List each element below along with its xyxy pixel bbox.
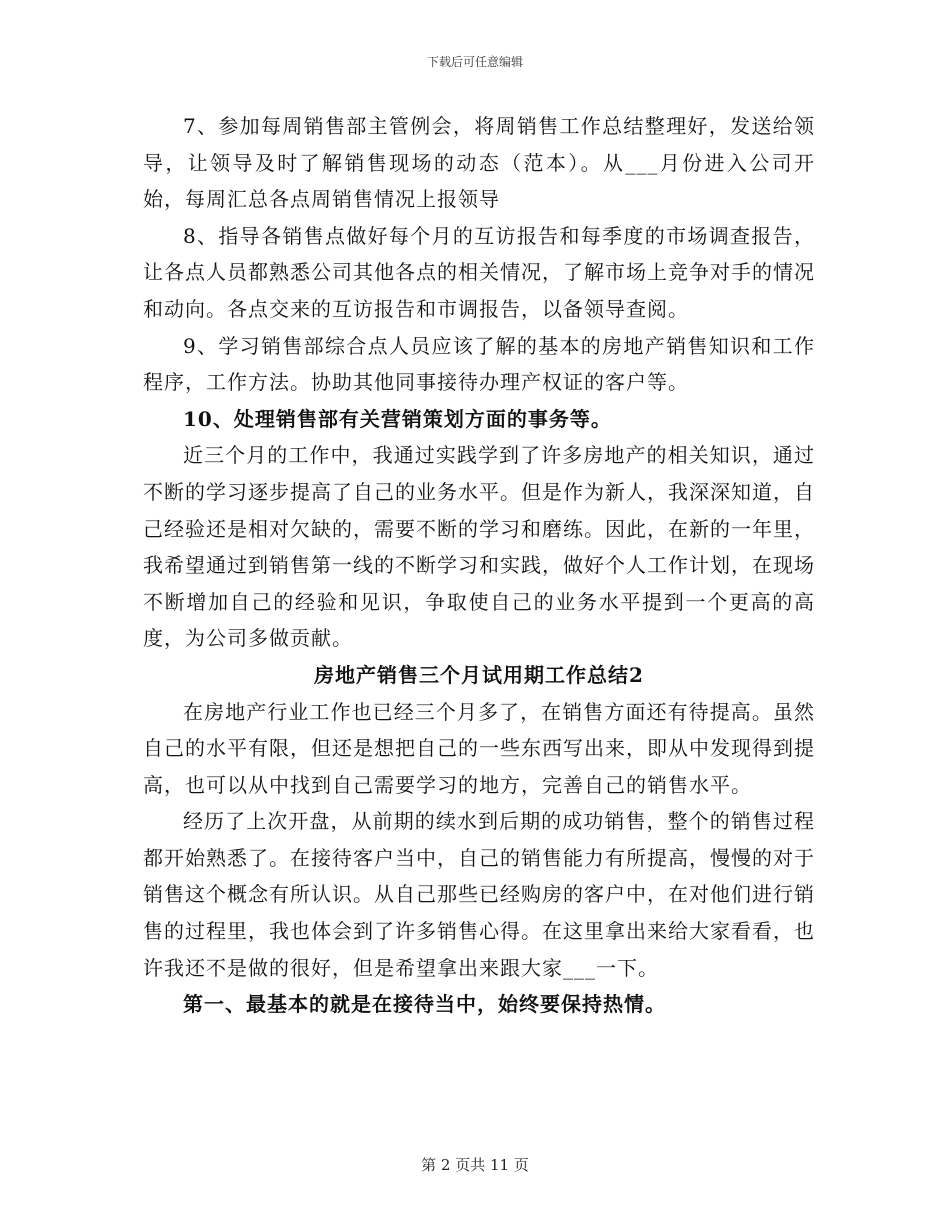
paragraph-first-point: 第一、最基本的就是在接待当中，始终要保持热情。 bbox=[183, 992, 666, 1017]
document-body bbox=[143, 108, 815, 1023]
paragraph-item-10: 10、处理销售部有关营销策划方面的事务等。 bbox=[183, 406, 612, 431]
paragraph-experience: 经历了上次开盘，从前期的续水到后期的成功销售，整个的销售过程都开始熟悉了。在接待客户当中，自己的销售能力有所提高，慢慢的对于销售这个概念有所认识。从自己那些已经购房的客户中，在对他们进行销售的过程里，我也体会到了许多销售心得。在这里拿出来给大家看看，也许我还不是做的很好，但是希望拿出来跟大家___一下。 bbox=[143, 809, 815, 980]
paragraph-summary: 近三个月的工作中，我通过实践学到了许多房地产的相关知识，通过不断的学习逐步提高了自己的业务水平。但是作为新人，我深深知道，自己经验还是相对欠缺的，需要不断的学习和磨练。因此，在新的一年里，我希望通过到销售第一线的不断学习和实践，做好个人工作计划，在现场不断增加自己的经验和见识，争取使自己的业务水平提到一个更高的高度，为公司多做贡献。 bbox=[143, 443, 815, 651]
paragraph-intro: 在房地产行业工作也已经三个月多了，在销售方面还有待提高。虽然自己的水平有限，但还是想把自己的一些东西写出来，即从中发现得到提高，也可以从中找到自己需要学习的地方，完善自己的销售水平。 bbox=[143, 699, 815, 797]
paragraph-item-8: 8、指导各销售点做好每个月的互访报告和每季度的市场调查报告，让各点人员都熟悉公司其他各点的相关情况，了解市场上竞争对手的情况和动向。各点交来的互访报告和市调报告，以备领导查阅。 bbox=[143, 223, 815, 321]
paragraph-item-9: 9、学习销售部综合点人员应该了解的基本的房地产销售知识和工作程序，工作方法。协助其他同事接待办理产权证的客户等。 bbox=[143, 333, 815, 395]
paragraph-item-7: 7、参加每周销售部主管例会，将周销售工作总结整理好，发送给领导，让领导及时了解销售现场的动态（范本）。从___月份进入公司开始，每周汇总各点周销售情况上报领导 bbox=[143, 114, 815, 212]
page-header: 下载后可任意编辑 bbox=[426, 55, 523, 69]
page-footer: 第 2 页共 11 页 bbox=[421, 1156, 529, 1174]
section-title: 房地产销售三个月试用期工作总结2 bbox=[314, 662, 644, 687]
